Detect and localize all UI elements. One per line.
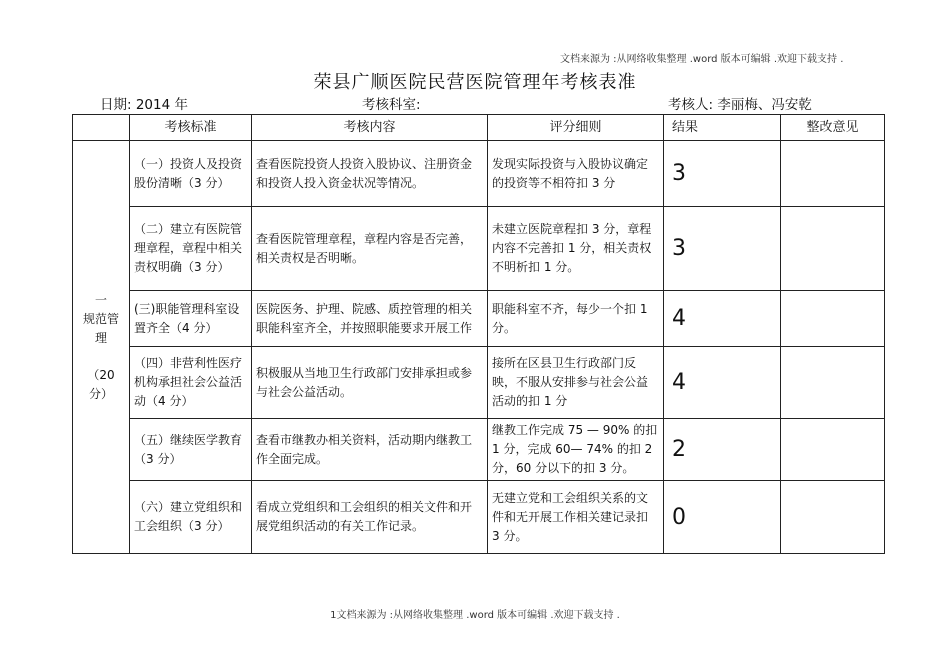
remark-cell[interactable] — [781, 207, 885, 291]
remark-cell[interactable] — [781, 481, 885, 554]
category-name-line2: 理 — [94, 330, 107, 345]
table-row — [73, 141, 885, 207]
date-field: 日期: 2014 年 — [100, 97, 188, 113]
content-cell: 医院医务、护理、院感、质控管理的相关职能科室齐全，并按照职能要求开展工作 — [252, 291, 488, 347]
result-cell[interactable]: 3 — [664, 207, 781, 291]
standard-cell: （二）建立有医院管理章程，章程中相关责权明确（3 分） — [130, 207, 252, 291]
rule-cell: 未建立医院章程扣 3 分，章程内容不完善扣 1 分，相关责权不明析扣 1 分。 — [488, 207, 664, 291]
department-field: 考核科室: — [362, 97, 421, 113]
header-source-note: 文档来源为 :从网络收集整理 .word 版本可编辑 .欢迎下载支持 . — [560, 54, 844, 65]
standard-cell: （四）非营利性医疗机构承担社会公益活动（4 分） — [130, 347, 252, 419]
footer-source-note: 1文档来源为 :从网络收集整理 .word 版本可编辑 .欢迎下载支持 . — [330, 610, 620, 621]
header-category — [73, 115, 130, 141]
content-cell: 查看医院投资人投资入股协议、注册资金和投资人投入资金状况等情况。 — [252, 141, 488, 207]
rule-cell: 发现实际投资与入股协议确定的投资等不相符扣 3 分 — [488, 141, 664, 207]
category-name-line1: 规范管 — [82, 311, 119, 326]
table-row — [73, 207, 885, 291]
table-row — [73, 291, 885, 347]
category-points-line1: （20 — [87, 367, 115, 382]
result-cell[interactable]: 2 — [664, 419, 781, 481]
category-number: 一 — [94, 292, 107, 307]
header-remark: 整改意见 — [781, 115, 885, 141]
standard-cell: （一）投资人及投资股份清晰（3 分） — [130, 141, 252, 207]
rule-cell: 接所在区县卫生行政部门反映，不服从安排参与社会公益活动的扣 1 分 — [488, 347, 664, 419]
result-cell[interactable]: 4 — [664, 291, 781, 347]
category-cell — [73, 141, 130, 554]
content-cell: 积极服从当地卫生行政部门安排承担或参与社会公益活动。 — [252, 347, 488, 419]
table-row — [73, 347, 885, 419]
remark-cell[interactable] — [781, 419, 885, 481]
result-cell[interactable]: 3 — [664, 141, 781, 207]
content-cell: 查看市继教办相关资料，活动期内继教工作全面完成。 — [252, 419, 488, 481]
rule-cell: 职能科室不齐，每少一个扣 1 分。 — [488, 291, 664, 347]
header-standard: 考核标准 — [130, 115, 252, 141]
standard-cell: （六）建立党组织和工会组织（3 分） — [130, 481, 252, 554]
rule-cell: 继教工作完成 75 — 90% 的扣 1 分，完成 60— 74% 的扣 2 分，60 分以下的扣 3 分。 — [488, 419, 664, 481]
remark-cell[interactable] — [781, 291, 885, 347]
remark-cell[interactable] — [781, 347, 885, 419]
reviewer-field: 考核人: 李丽梅、冯安乾 — [668, 97, 812, 113]
content-cell: 查看医院管理章程，章程内容是否完善，相关责权是否明晰。 — [252, 207, 488, 291]
standard-cell: （五）继续医学教育（3 分） — [130, 419, 252, 481]
result-cell[interactable]: 0 — [664, 481, 781, 554]
standard-cell: (三)职能管理科室设置齐全（4 分） — [130, 291, 252, 347]
remark-cell[interactable] — [781, 141, 885, 207]
header-content: 考核内容 — [252, 115, 488, 141]
header-result: 结果 — [664, 115, 781, 141]
header-rule: 评分细则 — [488, 115, 664, 141]
page-title: 荣县广顺医院民营医院管理年考核表准 — [313, 72, 637, 93]
rule-cell: 无建立党和工会组织关系的文件和无开展工作相关建记录扣 3 分。 — [488, 481, 664, 554]
assessment-table — [72, 114, 885, 554]
content-cell: 看成立党组织和工会组织的相关文件和开展党组织活动的有关工作记录。 — [252, 481, 488, 554]
table-row — [73, 481, 885, 554]
table-header-row — [73, 115, 885, 141]
category-points-line2: 分） — [88, 386, 113, 401]
result-cell[interactable]: 4 — [664, 347, 781, 419]
table-row — [73, 419, 885, 481]
